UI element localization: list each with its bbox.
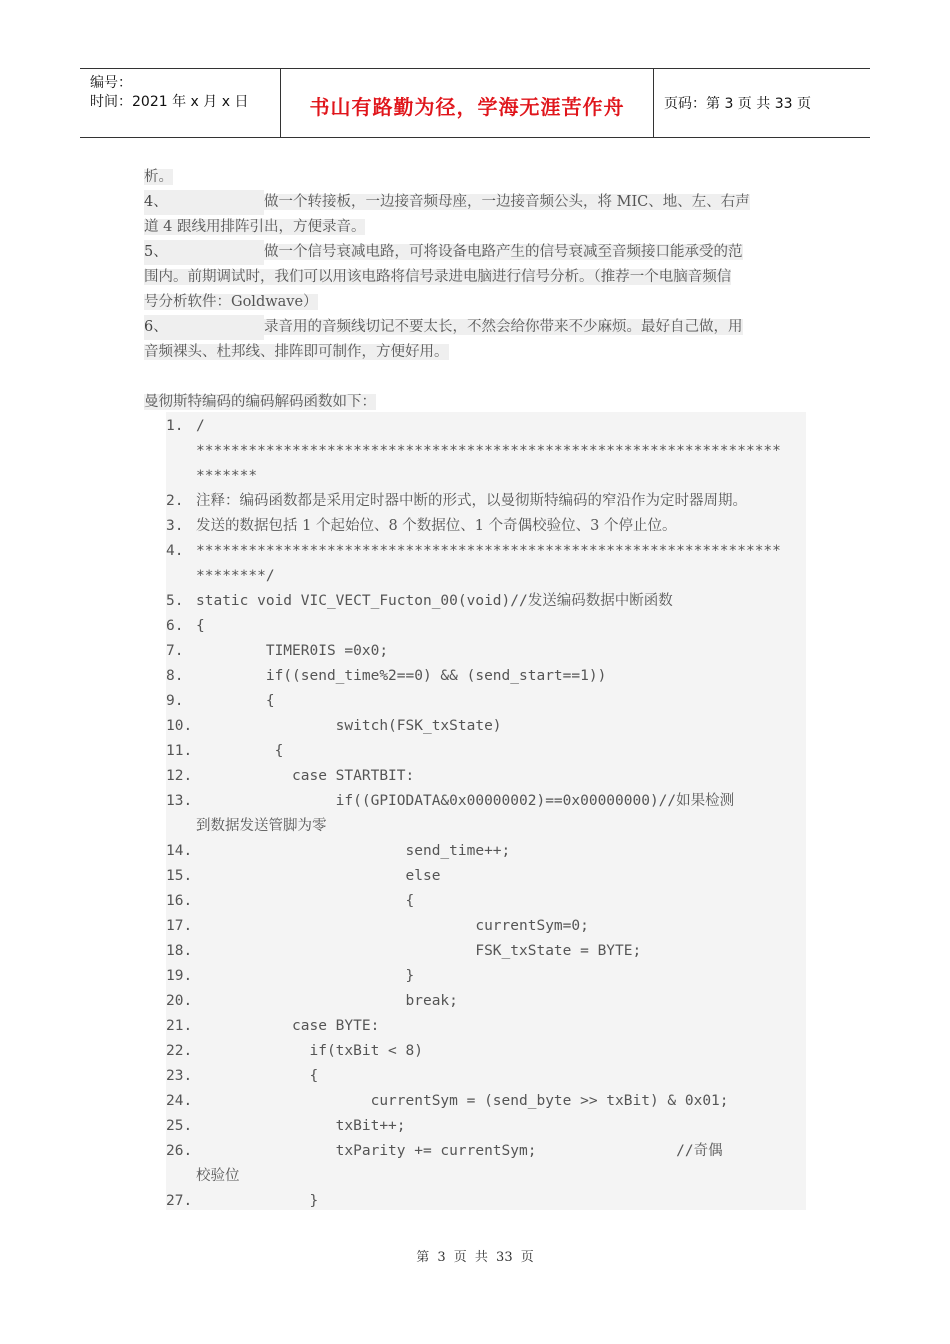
code-line-text: 到数据发送管脚为零 (196, 818, 327, 834)
code-line (166, 814, 327, 839)
code-line (166, 1039, 423, 1064)
code-line-text: { (196, 743, 284, 759)
code-line-text: ******* (196, 468, 258, 484)
code-line-number: 24. (166, 1093, 193, 1109)
code-line (166, 1139, 723, 1164)
code-line-text: ******************************************************************* (196, 543, 781, 559)
code-line (166, 964, 414, 989)
code-line-number: 5. (166, 593, 184, 609)
paragraph-line: 道 4 跟线用排阵引出，方便录音。 (144, 219, 366, 235)
code-line (166, 1164, 240, 1189)
code-line-number: 7. (166, 643, 184, 659)
code-line-number: 19. (166, 968, 193, 984)
code-block (166, 412, 806, 1210)
code-line (166, 414, 205, 439)
code-line-text: / (196, 418, 205, 434)
code-line-text: 发送的数据包括 1 个起始位、8 个数据位、1 个奇偶校验位、3 个停止位。 (196, 518, 677, 534)
paragraph-line: 号分析软件：Goldwave） (144, 294, 318, 310)
page-header (80, 68, 870, 138)
code-line (166, 1189, 318, 1214)
code-line (166, 639, 388, 664)
code-line (166, 514, 676, 539)
code-line-text: if(txBit < 8) (196, 1043, 423, 1059)
code-line-number: 23. (166, 1068, 193, 1084)
code-line-number: 27. (166, 1193, 193, 1209)
code-line (166, 439, 781, 464)
code-line (166, 614, 205, 639)
code-line (166, 714, 502, 739)
code-line (166, 489, 747, 514)
motto: 书山有路勤为径，学海无涯苦作舟 (309, 95, 625, 119)
code-line-text: case STARTBIT: (196, 768, 415, 784)
code-line (166, 664, 606, 689)
code-line (166, 689, 275, 714)
code-line-text: currentSym = (send_byte >> txBit) & 0x01; (196, 1093, 729, 1109)
code-line-text: { (196, 893, 415, 909)
code-line-number: 1. (166, 418, 184, 434)
code-line-text: { (196, 693, 275, 709)
paragraph-line: 6、 录音用的音频线切记不要太长，不然会给你带来不少麻烦。最好自己做，用 (144, 315, 804, 340)
code-line-number: 3. (166, 518, 184, 534)
serial-label: 编号： (90, 75, 132, 91)
section-heading: 曼彻斯特编码的编码解码函数如下： (144, 394, 376, 410)
code-line-text: 注释：编码函数都是采用定时器中断的形式，以曼彻斯特编码的窄沿作为定时器周期。 (196, 493, 747, 509)
code-line-number: 12. (166, 768, 193, 784)
code-line-number: 14. (166, 843, 193, 859)
code-line (166, 914, 589, 939)
code-line (166, 539, 781, 564)
code-line-text: if((GPIODATA&0x00000002)==0x00000000)//如果检测 (196, 793, 735, 809)
code-line-text: ********/ (196, 568, 275, 584)
code-line (166, 564, 275, 589)
code-line-number: 4. (166, 543, 184, 559)
code-line (166, 889, 414, 914)
code-line-text: { (196, 1068, 319, 1084)
code-line-text: } (196, 968, 415, 984)
date-label: 时间：2021 年 x 月 x 日 (90, 94, 249, 110)
code-line (166, 989, 458, 1014)
code-line-number: 17. (166, 918, 193, 934)
code-line (166, 739, 283, 764)
code-line-number: 13. (166, 793, 193, 809)
code-line-number: 2. (166, 493, 184, 509)
code-line-text: FSK_txState = BYTE; (196, 943, 642, 959)
code-line (166, 1064, 318, 1089)
code-line (166, 789, 734, 814)
code-line-number: 18. (166, 943, 193, 959)
code-line-number: 6. (166, 618, 184, 634)
code-line-text: txBit++; (196, 1118, 406, 1134)
code-line (166, 1014, 379, 1039)
code-line-number: 10. (166, 718, 193, 734)
code-line-text: TIMER0IS =0x0; (196, 643, 389, 659)
paragraph-line: 音频裸头、杜邦线、排阵即可制作，方便好用。 (144, 344, 449, 360)
code-line-number: 26. (166, 1143, 193, 1159)
code-line (166, 764, 414, 789)
code-line-text: currentSym=0; (196, 918, 589, 934)
code-line (166, 1089, 729, 1114)
code-line-text: 校验位 (196, 1168, 240, 1184)
code-line-text: send_time++; (196, 843, 511, 859)
header-info-cell (80, 69, 281, 137)
code-line-text: static void VIC_VECT_Fucton_00(void)//发送编码数据中断函数 (196, 593, 673, 609)
code-line-text: txParity += currentSym; //奇偶 (196, 1143, 723, 1159)
code-line-number: 20. (166, 993, 193, 1009)
code-line-text: ******************************************************************* (196, 443, 781, 459)
code-line (166, 589, 673, 614)
header-motto-cell (281, 69, 654, 137)
paragraph-line: 析。 (144, 169, 173, 185)
code-line-text: else (196, 868, 441, 884)
code-line-text: break; (196, 993, 458, 1009)
code-line-number: 25. (166, 1118, 193, 1134)
code-line-text: { (196, 618, 205, 634)
page-footer: 第 3 页 共 33 页 (416, 1250, 534, 1265)
code-line-number: 16. (166, 893, 193, 909)
code-line-text: if((send_time%2==0) && (send_start==1)) (196, 668, 607, 684)
header-page-cell (654, 69, 870, 137)
page-number-label: 页码：第 3 页 共 33 页 (664, 96, 811, 112)
code-line-number: 21. (166, 1018, 193, 1034)
paragraph-line: 4、 做一个转接板，一边接音频母座，一边接音频公头，将 MIC、地、左、右声 (144, 190, 804, 215)
code-line-number: 9. (166, 693, 184, 709)
code-line (166, 1114, 406, 1139)
paragraph-line: 5、 做一个信号衰减电路，可将设备电路产生的信号衰减至音频接口能承受的范 (144, 240, 804, 265)
code-line-number: 22. (166, 1043, 193, 1059)
code-line (166, 864, 440, 889)
code-line-number: 15. (166, 868, 193, 884)
code-line (166, 464, 257, 489)
code-line (166, 839, 510, 864)
code-line (166, 939, 641, 964)
code-line-number: 8. (166, 668, 184, 684)
code-line-text: } (196, 1193, 319, 1209)
code-line-text: switch(FSK_txState) (196, 718, 502, 734)
paragraph-line: 围内。前期调试时，我们可以用该电路将信号录进电脑进行信号分析。（推荐一个电脑音频信 (144, 269, 732, 285)
code-line-number: 11. (166, 743, 193, 759)
code-line-text: case BYTE: (196, 1018, 380, 1034)
